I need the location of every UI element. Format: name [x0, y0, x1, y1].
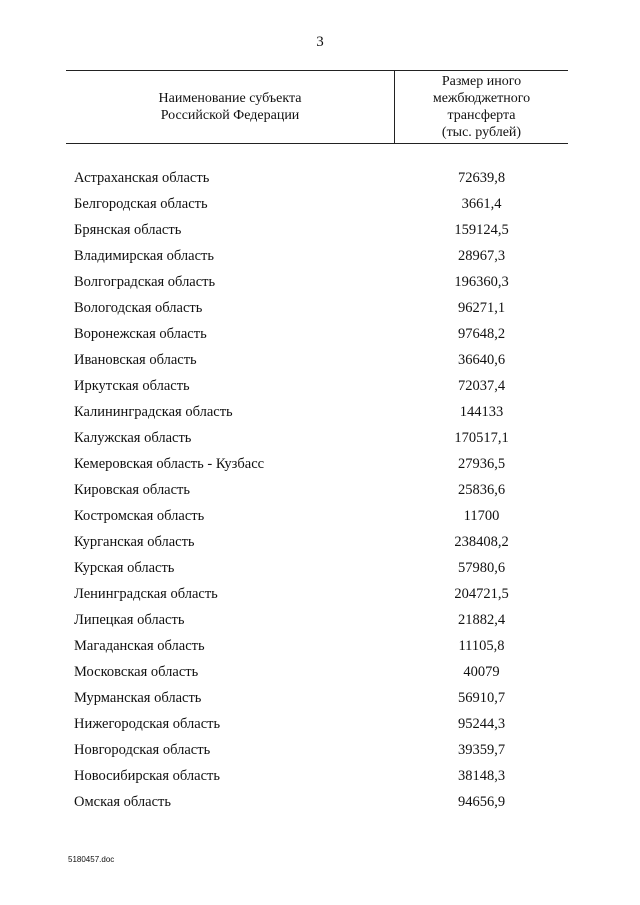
transfer-value: 39359,7: [457, 741, 506, 758]
table-row: [66, 165, 568, 191]
table-row: [66, 243, 568, 269]
table-header: [66, 70, 568, 144]
transfer-value: 94656,9: [457, 793, 506, 810]
transfer-value: 97648,2: [457, 325, 506, 342]
subject-name: Новгородская область: [74, 741, 211, 758]
subject-name: Курганская область: [74, 533, 195, 550]
header-value-line: межбюджетного: [432, 91, 531, 106]
subject-name: Омская область: [74, 793, 171, 810]
transfer-value: 196360,3: [454, 273, 509, 290]
subject-name: Липецкая область: [74, 611, 185, 628]
table-row: [66, 373, 568, 399]
transfer-value: 72037,4: [457, 377, 506, 394]
transfer-value: 96271,1: [457, 299, 506, 316]
subject-name: Нижегородская область: [74, 715, 221, 732]
table-row: [66, 425, 568, 451]
table-row: [66, 347, 568, 373]
page-number: 3: [316, 34, 324, 50]
subject-name: Волгоградская область: [74, 273, 216, 290]
table-row: [66, 399, 568, 425]
table-row: [66, 581, 568, 607]
table-row: [66, 685, 568, 711]
table-row: [66, 477, 568, 503]
subject-name: Костромская область: [74, 507, 205, 524]
table-row: [66, 503, 568, 529]
header-value-line: Размер иного: [441, 74, 522, 89]
header-name-line: Российской Федерации: [160, 108, 300, 123]
transfer-value: 95244,3: [457, 715, 506, 732]
transfer-value: 159124,5: [454, 221, 509, 238]
subject-name: Калининградская область: [74, 403, 233, 420]
subject-name: Ленинградская область: [74, 585, 218, 602]
transfer-value: 57980,6: [457, 559, 506, 576]
transfer-table: [66, 70, 568, 815]
table-row: [66, 217, 568, 243]
transfer-value: 40079: [463, 663, 500, 680]
transfer-value: 72639,8: [457, 169, 506, 186]
transfer-value: 11105,8: [458, 637, 505, 654]
table-row: [66, 659, 568, 685]
transfer-value: 56910,7: [457, 689, 506, 706]
subject-name: Астраханская область: [74, 169, 210, 186]
subject-name: Брянская область: [74, 221, 182, 238]
subject-name: Московская область: [74, 663, 199, 680]
table-row: [66, 295, 568, 321]
subject-name: Калужская область: [74, 429, 192, 446]
transfer-value: 144133: [459, 403, 504, 420]
subject-name: Владимирская область: [74, 247, 214, 264]
transfer-value: 36640,6: [457, 351, 506, 368]
table-row: [66, 555, 568, 581]
transfer-value: 170517,1: [454, 429, 509, 446]
transfer-value: 238408,2: [454, 533, 509, 550]
table-row: [66, 191, 568, 217]
header-subject-name: [66, 90, 394, 124]
subject-name: Кировская область: [74, 481, 191, 498]
transfer-value: 38148,3: [457, 767, 506, 784]
table-row: [66, 529, 568, 555]
transfer-value: 11700: [463, 507, 500, 524]
subject-name: Магаданская область: [74, 637, 205, 654]
subject-name: Вологодская область: [74, 299, 203, 316]
table-row: [66, 321, 568, 347]
transfer-value: 204721,5: [454, 585, 509, 602]
table-body: [66, 165, 568, 815]
header-transfer-amount: [395, 73, 568, 141]
header-value-line: (тыс. рублей): [441, 125, 522, 140]
table-row: [66, 607, 568, 633]
subject-name: Ивановская область: [74, 351, 197, 368]
transfer-value: 27936,5: [457, 455, 506, 472]
header-name-line: Наименование субъекта: [158, 91, 302, 106]
subject-name: Мурманская область: [74, 689, 202, 706]
transfer-value: 3661,4: [461, 195, 502, 212]
table-row: [66, 711, 568, 737]
transfer-value: 28967,3: [457, 247, 506, 264]
table-row: [66, 633, 568, 659]
transfer-value: 25836,6: [457, 481, 506, 498]
subject-name: Новосибирская область: [74, 767, 220, 784]
subject-name: Курская область: [74, 559, 175, 576]
subject-name: Воронежская область: [74, 325, 207, 342]
table-row: [66, 737, 568, 763]
table-row: [66, 763, 568, 789]
document-code: 5180457.doc: [68, 855, 115, 864]
subject-name: Белгородская область: [74, 195, 208, 212]
header-value-line: трансферта: [447, 108, 516, 123]
table-row: [66, 451, 568, 477]
table-row: [66, 269, 568, 295]
table-row: [66, 789, 568, 815]
subject-name: Иркутская область: [74, 377, 190, 394]
subject-name: Кемеровская область - Кузбасс: [74, 455, 265, 472]
transfer-value: 21882,4: [457, 611, 506, 628]
